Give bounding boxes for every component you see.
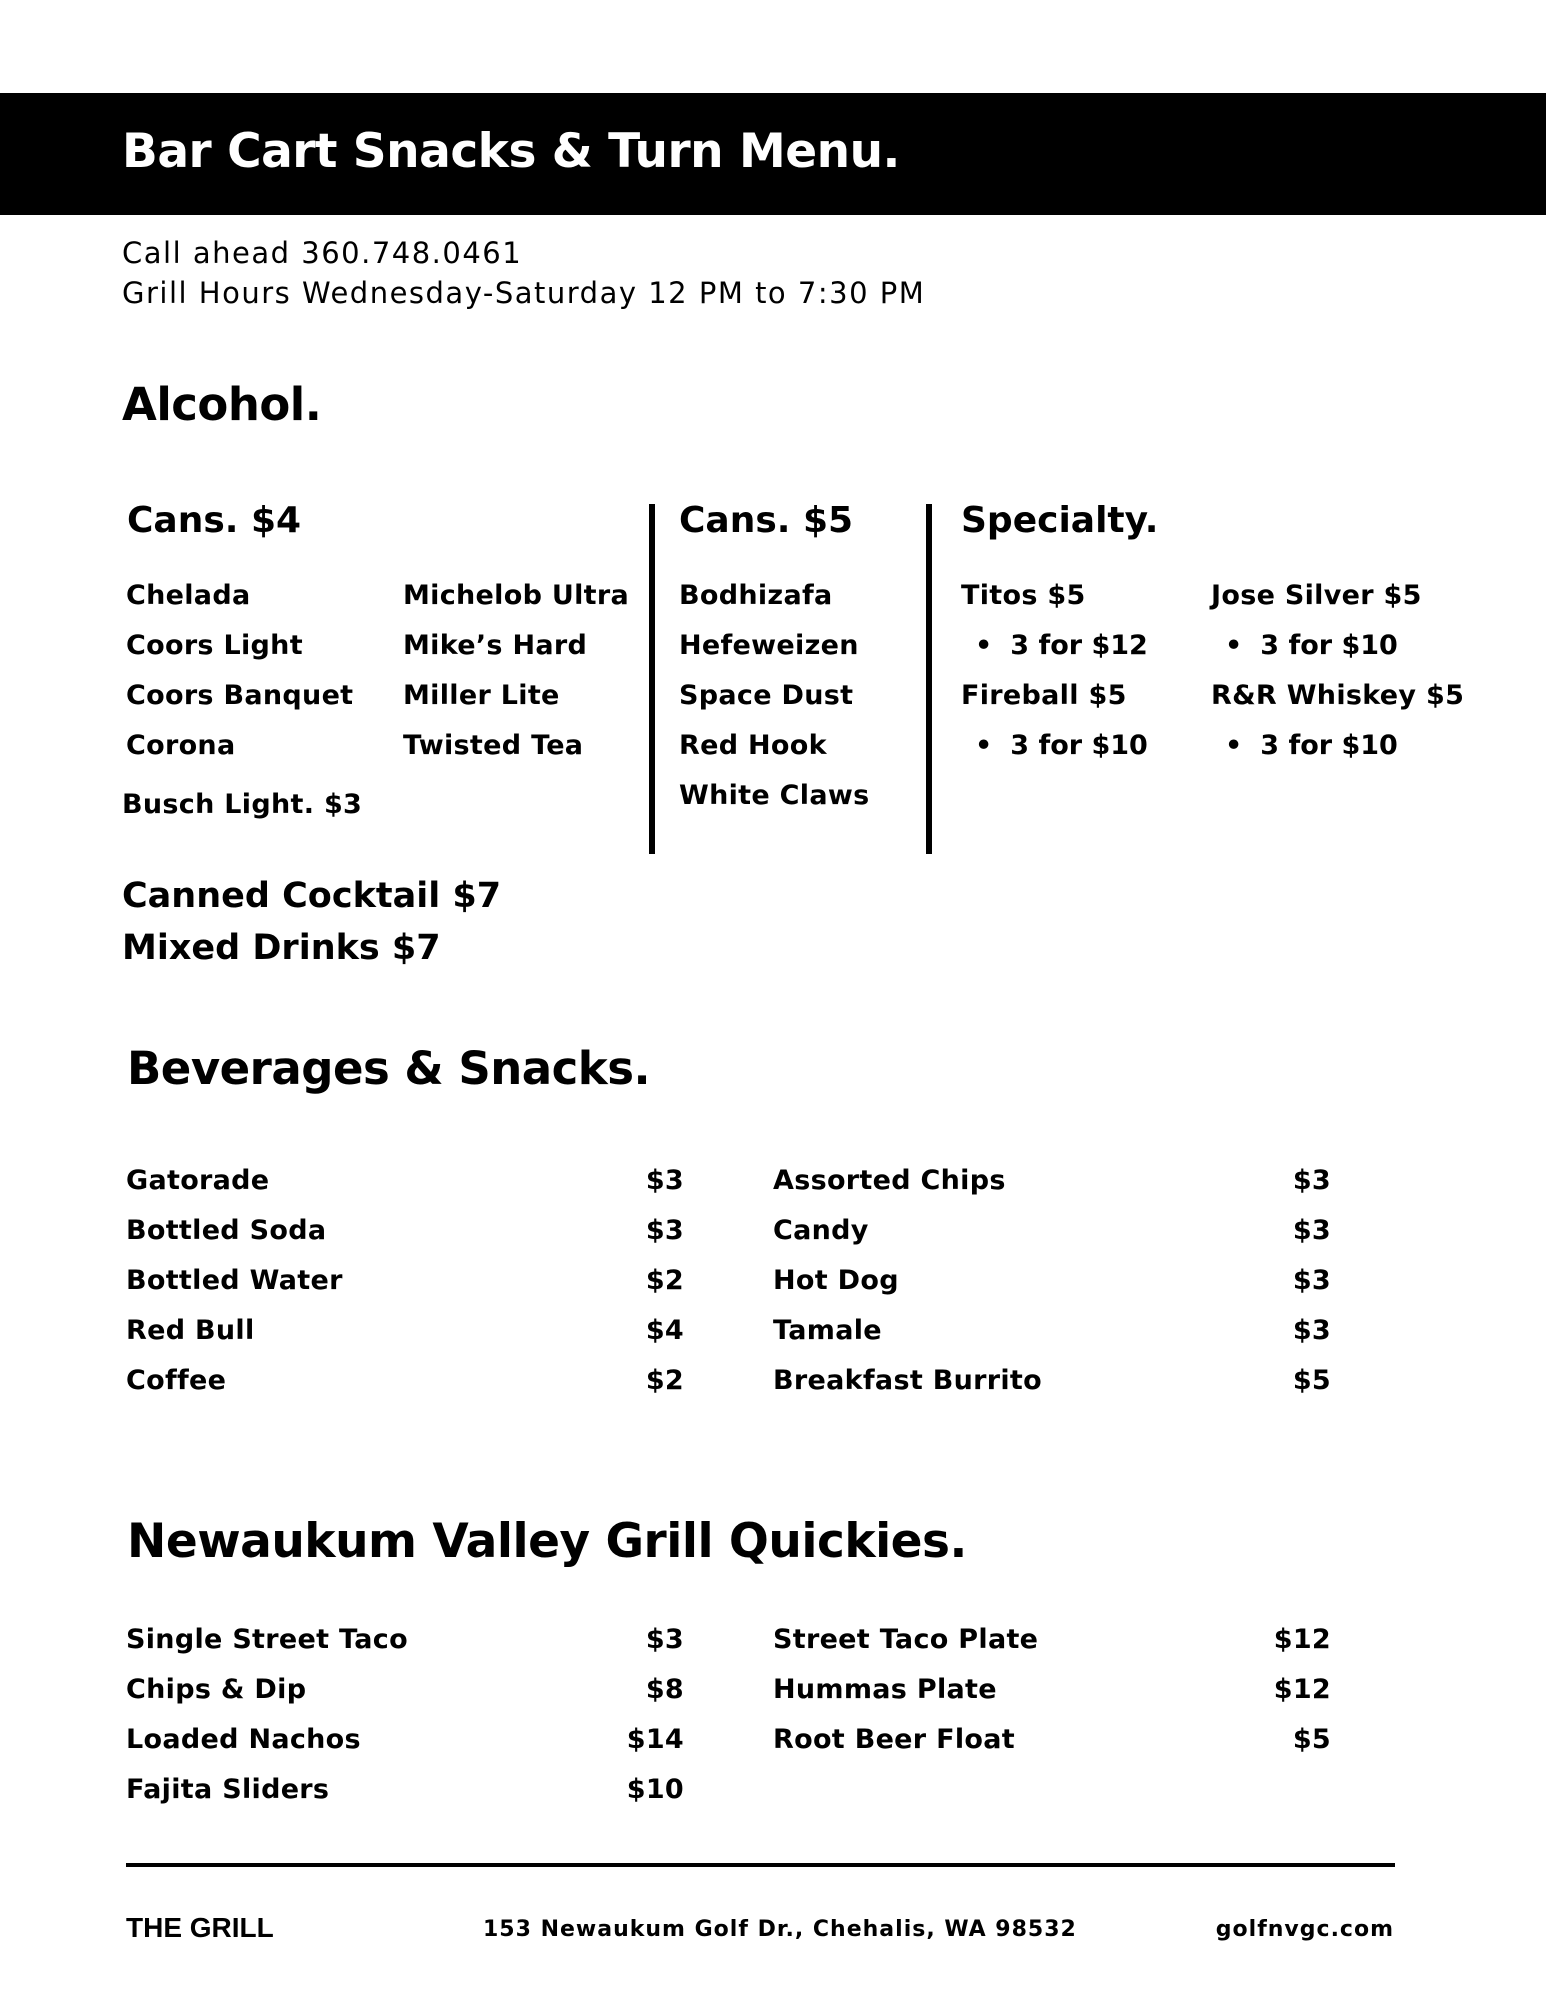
footer-address: 153 Newaukum Golf Dr., Chehalis, WA 98532 xyxy=(483,1917,1077,1942)
deal-item: • 3 for $10 xyxy=(961,721,1148,771)
list-item: Miller Lite xyxy=(403,680,560,711)
grill-left-names xyxy=(126,1615,408,1815)
column-divider xyxy=(926,504,932,854)
beverages-left-names xyxy=(126,1156,343,1406)
snacks-right-prices xyxy=(1293,1156,1331,1406)
busch-light-item: Busch Light. $3 xyxy=(122,789,363,820)
menu-item-price: $3 xyxy=(645,1165,684,1196)
menu-item-name: Bottled Soda xyxy=(126,1215,327,1246)
menu-item-price: $2 xyxy=(645,1265,684,1296)
menu-item-name: Root Beer Float xyxy=(773,1724,1015,1755)
menu-item-name: Coffee xyxy=(126,1365,227,1396)
menu-item-name: Street Taco Plate xyxy=(773,1624,1039,1655)
snacks-right-names xyxy=(773,1156,1042,1406)
grill-right-names xyxy=(773,1615,1038,1765)
specialty-right-list xyxy=(1211,571,1464,771)
list-item: Fireball $5 xyxy=(961,680,1127,711)
menu-item-price: $3 xyxy=(1292,1265,1331,1296)
menu-item-price: $2 xyxy=(645,1365,684,1396)
list-item: Red Hook xyxy=(679,730,827,761)
list-item: Space Dust xyxy=(679,680,854,711)
list-item: White Claws xyxy=(679,780,870,811)
menu-item-name: Bottled Water xyxy=(126,1265,343,1296)
menu-item-price: $4 xyxy=(645,1315,684,1346)
menu-item-price: $5 xyxy=(1292,1724,1331,1755)
grill-right-prices xyxy=(1274,1615,1331,1765)
menu-item-name: Single Street Taco xyxy=(126,1624,408,1655)
page-title: Bar Cart Snacks & Turn Menu. xyxy=(122,124,900,179)
menu-item-price: $3 xyxy=(1292,1315,1331,1346)
deal-item: • 3 for $10 xyxy=(1211,721,1464,771)
menu-item-name: Tamale xyxy=(773,1315,882,1346)
menu-item-price: $3 xyxy=(1292,1165,1331,1196)
list-item: Coors Banquet xyxy=(126,680,354,711)
list-item: Coors Light xyxy=(126,630,303,661)
cans-4-left-list xyxy=(126,571,353,771)
grill-left-prices xyxy=(627,1615,684,1815)
menu-item-name: Loaded Nachos xyxy=(126,1724,361,1755)
list-item: Titos $5 xyxy=(961,580,1086,611)
menu-item-price: $5 xyxy=(1292,1365,1331,1396)
list-item: Hefeweizen xyxy=(679,630,859,661)
list-item: Mike’s Hard xyxy=(403,630,588,661)
menu-item-price: $8 xyxy=(645,1674,684,1705)
cans-4-right-list xyxy=(403,571,629,771)
cans-5-heading: Cans. $5 xyxy=(679,500,854,541)
column-divider xyxy=(649,504,655,854)
menu-item-name: Fajita Sliders xyxy=(126,1774,330,1805)
canned-cocktail-item: Canned Cocktail $7 xyxy=(122,876,502,916)
menu-item-name: Hot Dog xyxy=(773,1265,899,1296)
specialty-heading: Specialty. xyxy=(961,500,1159,541)
footer-divider xyxy=(126,1863,1395,1867)
list-item: R&R Whiskey $5 xyxy=(1211,680,1465,711)
beverages-heading: Beverages & Snacks. xyxy=(127,1042,651,1095)
alcohol-heading: Alcohol. xyxy=(122,378,322,431)
list-item: Michelob Ultra xyxy=(403,580,630,611)
cans-5-list xyxy=(679,571,869,821)
list-item: Bodhizafa xyxy=(679,580,833,611)
menu-item-name: Hummas Plate xyxy=(773,1674,997,1705)
menu-item-name: Assorted Chips xyxy=(773,1165,1006,1196)
menu-item-price: $3 xyxy=(1292,1215,1331,1246)
grill-hours-text: Grill Hours Wednesday-Saturday 12 PM to 7:30 PM xyxy=(122,276,926,310)
menu-item-price: $12 xyxy=(1273,1624,1331,1655)
list-item: Corona xyxy=(126,730,236,761)
cans-4-heading: Cans. $4 xyxy=(127,500,302,541)
deal-item: • 3 for $10 xyxy=(1211,621,1464,671)
menu-item-price: $12 xyxy=(1273,1674,1331,1705)
call-ahead-text: Call ahead 360.748.0461 xyxy=(122,236,523,270)
menu-item-name: Red Bull xyxy=(126,1315,255,1346)
mixed-drinks-item: Mixed Drinks $7 xyxy=(122,928,441,968)
menu-item-price: $10 xyxy=(626,1774,684,1805)
menu-item-name: Chips & Dip xyxy=(126,1674,307,1705)
list-item: Jose Silver $5 xyxy=(1211,580,1422,611)
footer-website-link[interactable]: golfnvgc.com xyxy=(1215,1917,1394,1942)
menu-item-name: Breakfast Burrito xyxy=(773,1365,1042,1396)
list-item: Twisted Tea xyxy=(403,730,584,761)
footer-brand: THE GRILL xyxy=(126,1912,274,1943)
menu-item-name: Gatorade xyxy=(126,1165,270,1196)
list-item: Chelada xyxy=(126,580,251,611)
deal-item: • 3 for $12 xyxy=(961,621,1148,671)
beverages-left-prices xyxy=(646,1156,684,1406)
menu-item-name: Candy xyxy=(773,1215,869,1246)
menu-item-price: $3 xyxy=(645,1215,684,1246)
menu-item-price: $3 xyxy=(645,1624,684,1655)
grill-heading: Newaukum Valley Grill Quickies. xyxy=(127,1514,967,1569)
menu-item-price: $14 xyxy=(626,1724,684,1755)
specialty-left-list xyxy=(961,571,1148,771)
